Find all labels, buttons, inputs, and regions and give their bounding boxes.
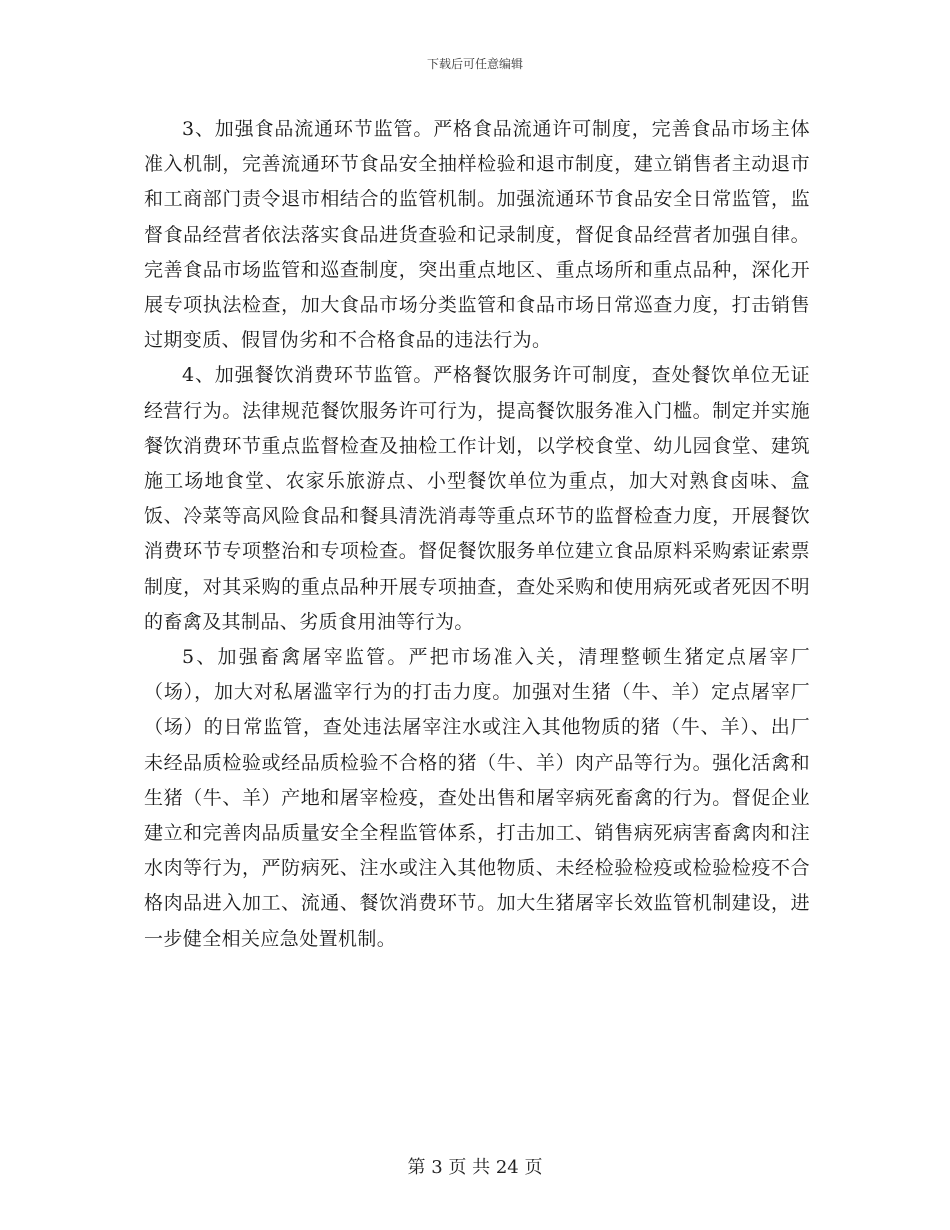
paragraph-livestock-slaughter: 5、加强畜禽屠宰监管。严把市场准入关，清理整顿生猪定点屠宰厂（场），加大对私屠滥宰行为的打击力度。加强对生猪（牛、羊）定点屠宰厂（场）的日常监管，查处违法屠宰注水或注入其他物质的猪（牛、羊）、出厂未经品质检验或经品质检验不合格的猪（牛、羊）肉产品等行为。强化活禽和生猪（牛、羊）产地和屠宰检疫，查处出售和屠宰病死畜禽的行为。督促企业建立和完善肉品质量安全全程监管体系，打击加工、销售病死病害畜禽肉和注水肉等行为，严防病死、注水或注入其他物质、未经检验检疫或检验检疫不合格肉品进入加工、流通、餐饮消费环节。加大生猪屠宰长效监管机制建设，进一步健全相关应急处置机制。 xyxy=(144,646,810,950)
page-header-note: 下载后可任意编辑 xyxy=(426,57,523,71)
document-body xyxy=(144,112,810,957)
paragraph-catering-consumption: 4、加强餐饮消费环节监管。严格餐饮服务许可制度，查处餐饮单位无证经营行为。法律规范餐饮服务许可行为，提高餐饮服务准入门槛。制定并实施餐饮消费环节重点监督检查及抽检工作计划，以学校食堂、幼儿园食堂、建筑施工场地食堂、农家乐旅游点、小型餐饮单位为重点，加大对熟食卤味、盒饭、冷菜等高风险食品和餐具清洗消毒等重点环节的监督检查力度，开展餐饮消费环节专项整治和专项检查。督促餐饮服务单位建立食品原料采购索证索票制度，对其采购的重点品种开展专项抽查，查处采购和使用病死或者死因不明的畜禽及其制品、劣质食用油等行为。 xyxy=(144,364,810,633)
page-footer: 第 3 页 共 24 页 xyxy=(407,1157,543,1178)
paragraph-food-circulation: 3、加强食品流通环节监管。严格食品流通许可制度，完善食品市场主体准入机制，完善流通环节食品安全抽样检验和退市制度，建立销售者主动退市和工商部门责令退市相结合的监管机制。加强流通环节食品安全日常监管，监督食品经营者依法落实食品进货查验和记录制度，督促食品经营者加强自律。完善食品市场监管和巡查制度，突出重点地区、重点场所和重点品种，深化开展专项执法检查，加大食品市场分类监管和食品市场日常巡查力度，打击销售过期变质、假冒伪劣和不合格食品的违法行为。 xyxy=(144,118,810,352)
